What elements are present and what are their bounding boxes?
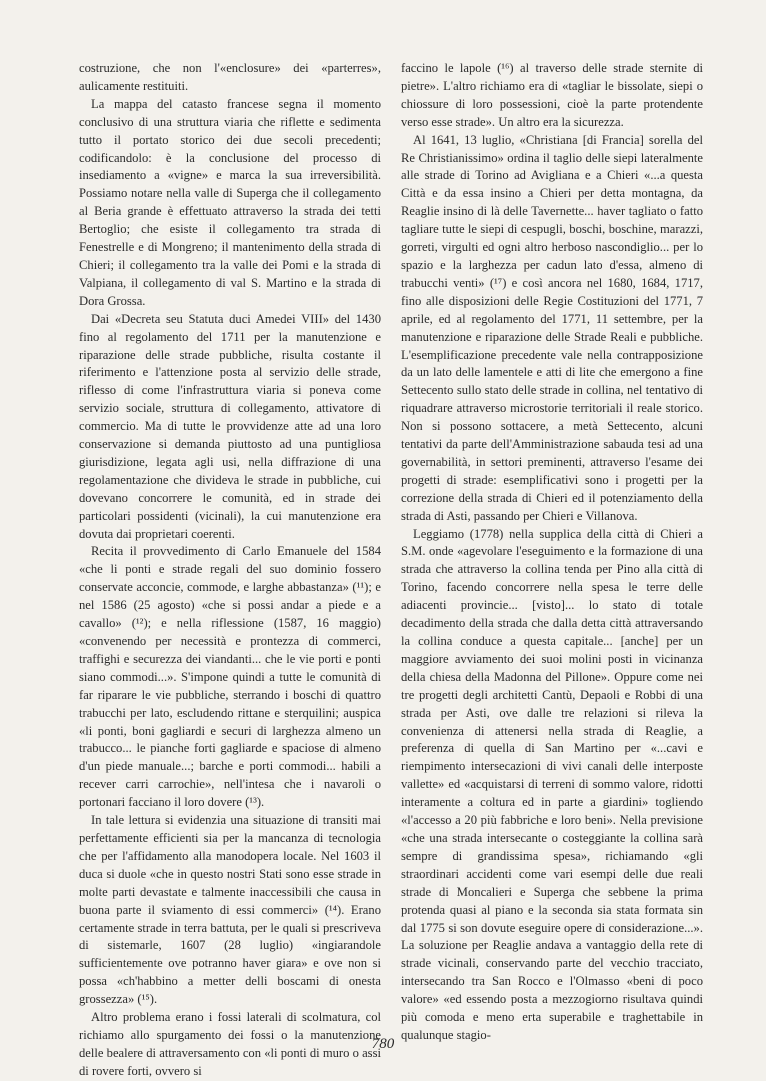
paragraph: costruzione, che non l'«enclosure» dei «parterres», aulicamente restituiti. xyxy=(79,61,381,93)
page-number: 780 xyxy=(371,1036,395,1052)
paragraph: Dai «Decreta seu Statuta duci Amedei VIII» del 1430 fino al regolamento del 1711 per la manutenzione e riparazione delle strade pubbliche, risulta costante il riferimento e l'attenzione posta al servizio delle strade, riflesso di come l'infrastruttura viaria si poneva come servizio sociale, struttura di collegamento, attivatore di commercio. Ma di tutte le provvidenze atte ad una loro conservazione si demanda piuttosto ad una puntigliosa giurisdizione, legata agli usi, nella diffrazione di una regolamentazione che divideva le strade in pubbliche, cui dovevano concorrere le comunità, ed in strade dei particolari possidenti (vicinali), la cui manutenzione era dovuta dai proprietari coerenti. xyxy=(79,311,381,541)
paragraph: La mappa del catasto francese segna il momento conclusivo di una struttura viaria che riflette e sedimenta tutto il portato storico dei due secoli precedenti; codificandolo: è la conclusione del processo di insediamento a «vigne» e marca la sua irreversibilità. Possiamo notare nella valle di Superga che il collegamento al Beria grande è effettuato attraverso la strada dei tetti Bertoglio; che esiste il collegamento tra strada di Fenestrelle e di Mongreno; il mantenimento della strada di Chieri; il collegamento tra la valle dei Pomi e la strada di Valpiana, il collegamento di val S. Martino e la strada di Dora Grossa. xyxy=(79,96,381,308)
right-text-column xyxy=(401,60,703,1045)
paragraph: faccino le lapole (¹⁶) al traverso delle strade sternite di pietre». L'altro richiamo era di «tagliar le bissolate, siepi o chiossure di loro possessioni, cioè la parte protendente verso esse strade». Un altro era la sicurezza. xyxy=(401,61,703,129)
paragraph: In tale lettura si evidenzia una situazione di transiti mai perfettamente efficienti sia per la mancanza di tecnologia che per l'affidamento alla manodopera locale. Nel 1603 il duca si duole «che in questo nostri Stati sono esse strade in molte parti devastate e talmente inaccessibili che causa in buona parte il sviamento di essi commerci» (¹⁴). Erano certamente strade in terra battuta, per le quali si prescriveva di sistemarle, 1607 (28 luglio) «ingiarandole sufficientemente ove potranno haver giara» e ove non si possa «ch'habbino a metter delli boscami di onesta grossezza» (¹⁵). xyxy=(79,813,381,1007)
paragraph: Leggiamo (1778) nella supplica della città di Chieri a S.M. onde «agevolare l'eseguimento e la formazione di una strada che attraverso la collina tenda per Pino alla città di Torino, facendo concorrere nella spesa le terre delle adiacenti provincie... [visto]... lo stato di totale decadimento della strada che dalla detta città attraversando la collina conduce a questa capitale... [anche] per un maggiore avviamento dei suoi molini posti in vicinanza della chiesa della Madonna del Pillone». Oppure come nei tre progetti degli architetti Cantù, Depaoli e Robbi di una strada per Asti, ove dalle tre relazioni si rileva la convenienza di attenersi nella strada di Reaglie, a preferenza di quella di San Martino per «...cavi e riempimento intersecazioni di vivi canali delle interposte vallette» ed «acquistarsi di terreni di sommo valore, ridotti interamente a coltura ed in parte a giardini» togliendo «l'accesso a 20 più fabbriche e loro beni». Nella previsione «che una strada intersecante o costeggiante la collina sarà sempre di grandissima spesa», richiamando «gli straordinari accidenti come vari esempi delle due reali strade di Moncalieri e Superga che sebbene la prima protenda quasi al piano e la seconda sia stata formata sin dal 1775 si son dovute eseguire opere di considerazione...». La soluzione per Reaglie andava a vantaggio della rete di strade vicinali, conservando parte del vecchio tracciato, intersecando tra San Rocco e l'Olmasso «beni di poco valore» «ed essendo posta a mezzogiorno risultava quindi più comoda e meno erta superabile e traghettabile in qualunque stagio- xyxy=(401,526,703,1042)
paragraph: Altro problema erano i fossi laterali di scolmatura, col richiamo allo spurgamento dei fossi o la manutenzione delle bealere di attraversamento con «li ponti di muro o assi di rovere forti, ovvero si xyxy=(79,1010,381,1078)
left-text-column xyxy=(79,60,381,1081)
paragraph: Recita il provvedimento di Carlo Emanuele del 1584 «che li ponti e strade regali del suo dominio fossero conservate acconcie, commode, e larghe abbastanza» (¹¹); e nel 1586 (25 agosto) «che si possi andar a piede e a cavallo» (¹²); e nella riflessione (1587, 16 maggio) «convenendo per necessità e prontezza di commerci, traffighi e securezza dei viandanti... che le vie porti e ponti siano commodi...». S'impone quindi a tutte le comunità di far riparare le vie pubbliche, sterrando i boschi di quattro trabucchi per lato, escludendo rittane e sterquilini; auspica «li ponti, boni gagliardi e securi di larghezza almeno un trabucco... le pianche forti gagliarde e spaciose di almeno d'un piede manuale...; barche e porti commodi... habili a recever carri carrochie», nell'intesa che i navaroli o portonari facciano il loro dovere (¹³). xyxy=(79,544,381,810)
paragraph: Al 1641, 13 luglio, «Christiana [di Francia] sorella del Re Christianissimo» ordina il taglio delle siepi lateralmente alle strade di Torino ad Avigliana e a Chieri «...a questa Città e da essa insino a Chieri per detta montagna, da Reaglie insino di là delle Tavernette... haver tagliato o fatto tagliare tutte le siepi di cespugli, boschi, boschine, marazzi, gorreti, virgulti ed ogni altro herboso nascondiglio... per lo spazio e la larghezza per cadun lato d'essa, almeno di trabucchi venti» (¹⁷) e così ancora nel 1680, 1684, 1717, fino alle disposizioni delle Regie Costituzioni del 1771, 7 aprile, ed al regolamento del 1771, 11 settembre, per la manutenzione e riparazione delle Strade Reali e pubbliche. L'esemplificazione precedente vale nella contrapposizione da un lato delle lamentele e atti di lite che emergono a fine Settecento sullo stato delle strade in collina, nel tentativo di riquadrare attraverso microstorie territoriali il reale storico. Non si possono sottacere, a metà Settecento, alcuni tentativi da parte dell'Amministrazione sabauda tesi ad una governabilità, in settori preminenti, attraverso l'esame dei progetti di strade: esemplificativi sono i progetti per la correzione della strada di Chieri ed il potenziamento della strada di Asti, passando per Chieri e Villanova. xyxy=(401,132,703,523)
